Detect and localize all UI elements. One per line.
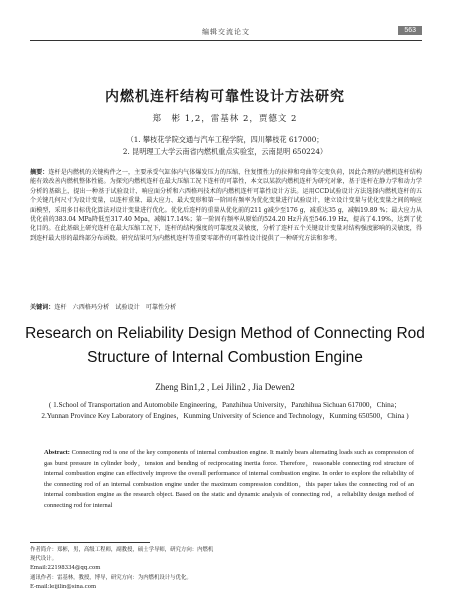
chinese-keywords-text: 连杆 六西格玛分析 试验设计 可靠性分析 xyxy=(54,304,177,311)
english-abstract-text: Connecting rod is one of the key components of internal combustion engine. It mainly bears alternating loads such as compression of gas burst pressure in cylinder body，tension and bending of reciprocating inertia force. Therefore，reasonable connecting rod structure of internal combustion engine can effectively improve the overall performance of internal combustion engine. In order to explore the reliability of the connecting rod of an internal combustion engine under the maximum compression condition，this paper takes the connecting rod of an internal combustion engine as the research object. Based on the static and dynamic analysis of connecting rod，a reliability design method of connecting rod for internal xyxy=(44,449,415,509)
chinese-affiliation-2: 2. 昆明理工大学云南省内燃机重点实验室，云南昆明 650224） xyxy=(122,147,328,156)
chinese-abstract-text: 连杆是内燃机的关键构件之一，主要承受气缸体内气体爆发压力的压缩、往复惯性力的拉伸和弯曲等交变负荷，因此合理的内燃机连杆结构能有效改善内燃机整体性能。为探究内燃机连杆在最大压缩工况下连杆的可靠性，本文以某款内燃机连杆为研究对象，基于连杆在静力学和动力学分析的基础上，提出一种基于试验设计、响应面分析和六西格玛技术的内燃机连杆可靠性设计方法。运用CCD试验设计方法选择内燃机连杆的五个关键几何尺寸为设计变量，以连杆重量、最大应力、最大变形和第一阶固有频率为优化变量进行试验设计，建立设计变量与优化变量之间的响应面模型，采用多目标优化算法对设计变量进行优化。优化后连杆的重量从优化前的211 g减少至176 g，减重达35 g，减幅19.89 %；最大应力从优化前的383.04 MPa降低至317.40 Mpa，减幅17.14%；第一阶固有频率从原始的524.20 Hz升高至546.19 Hz，提高了4.19%，达到了优化目的。在此基础上研究连杆在最大压缩工况下，连杆的结构强度的可靠度及灵敏度，分析了连杆五个关键设计变量对结构强度影响的灵敏度，得到连杆最大形的最终部分布函数。研究结果可为内燃机连杆等重要零部件的可靠性设计提供了一种研究方法和参考。 xyxy=(30,169,423,242)
chinese-keywords xyxy=(30,302,422,311)
chinese-title: 内燃机连杆结构可靠性设计方法研究 xyxy=(105,89,345,105)
journal-section-title: 编辑交流论文 xyxy=(202,28,250,36)
english-authors: Zheng Bin1,2 , Lei Jilin2 , Jia Dewen2 xyxy=(155,382,295,392)
footnote-divider xyxy=(30,542,150,543)
footnote-line: Email:22198334@qq.com xyxy=(30,565,101,572)
footnote-line: 通讯作者：雷基林，教授，博导，研究方向：为内燃机设计与优化。 xyxy=(30,574,192,581)
page-number: 563 xyxy=(398,26,422,35)
english-affiliation: ( 1.School of Transportation and Automobile Engineering，Panzhihua University，Panzhihua Sichuan 617000，China；2.Yunnan Province Key Laboratory of Engines，Kunming University of Science and Technology，Kunming 650500，China ) xyxy=(41,401,409,420)
chinese-keywords-label: 关键词： xyxy=(30,304,55,311)
footnote-line: E-mail:leijilin@sina.com xyxy=(30,583,97,590)
english-title-line-1: Research on Reliability Design Method of Connecting Rod xyxy=(25,325,425,342)
footnotes xyxy=(30,546,422,592)
english-title-line-2: Structure of Internal Combustion Engine xyxy=(87,349,363,366)
footnote-line: 作者简介：郑彬，男，高级工程师，副教授，硕士学导师，研究方向：内燃机 xyxy=(30,547,214,553)
chinese-abstract xyxy=(30,168,422,243)
chinese-affiliation-1: （1. 攀枝花学院交通与汽车工程学院，四川攀枝花 617000； xyxy=(126,135,324,144)
footnote-line: 现代设计。 xyxy=(30,556,57,563)
english-title xyxy=(0,322,450,370)
chinese-authors: 郑 彬 1,2，雷基林 2，贾德文 2 xyxy=(152,114,298,124)
english-abstract-label: Abstract: xyxy=(44,449,70,456)
chinese-abstract-label: 摘要： xyxy=(30,169,49,176)
english-abstract xyxy=(44,448,414,512)
running-header xyxy=(30,26,422,41)
